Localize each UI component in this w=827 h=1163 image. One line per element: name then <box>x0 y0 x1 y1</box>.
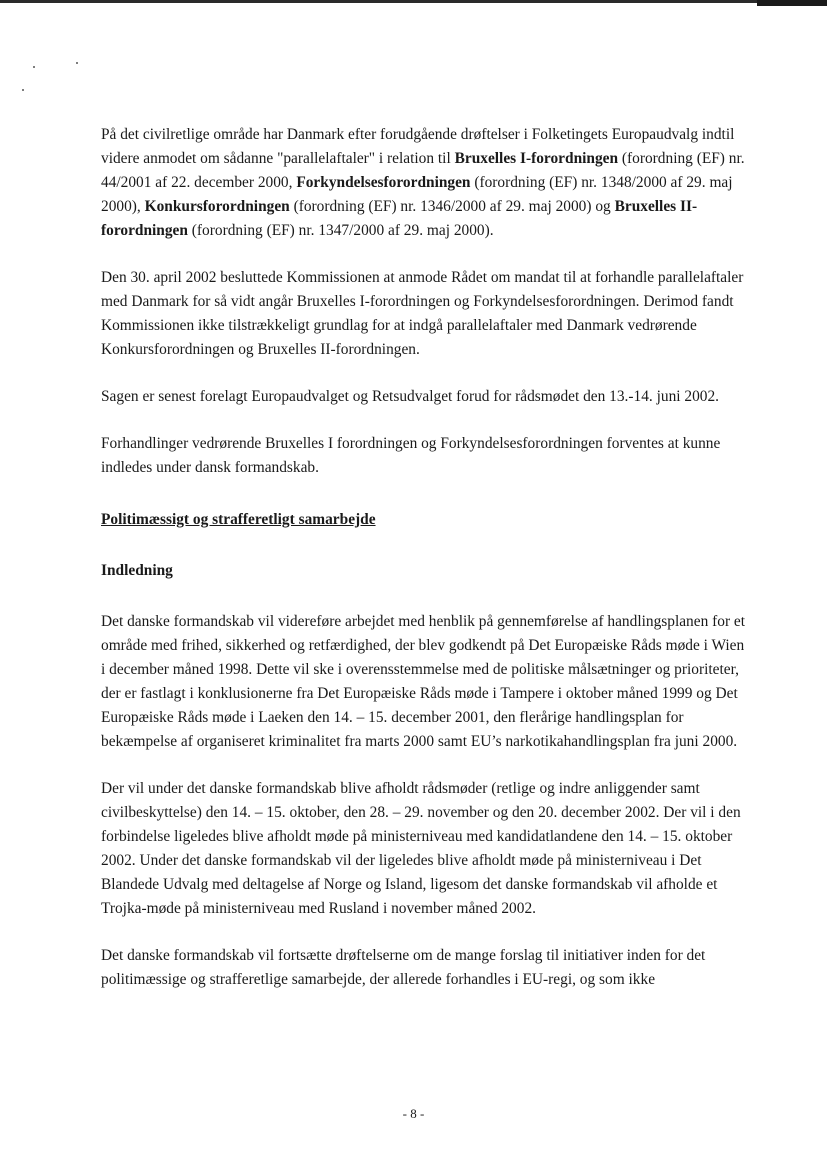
text-run: (forordning (EF) nr. 1348/2000 af 29. maj 2000), <box>101 174 733 215</box>
text-run: (forordning (EF) nr. 1347/2000 af 29. maj 2000). <box>187 222 494 239</box>
text-run: (forordning (EF) nr. 1346/2000 af 29. maj 2000) og <box>289 198 615 215</box>
bold-term: Forkyndelsesforordningen <box>296 174 471 191</box>
paragraph-parallel-agreements <box>101 123 749 243</box>
top-border-line <box>0 0 827 3</box>
paragraph-council-meetings: Der vil under det danske formandskab blive afholdt rådsmøder (retlige og indre anliggender samt civilbeskyttelse) den 14. – 15. oktober, den 28. – 29. november og den 20. december 2002. Der vil i den forbindelse ligeledes blive afholdt møde på ministerniveau med kandidatlandene den 14. – 15. oktober 2002. Under det danske formandskab vil der ligeledes blive afholdt møde på ministerniveau i Det Blandede Udvalg med deltagelse af Norge og Island, ligesom det danske formandskab vil afholde et Trojka-møde på ministerniveau med Rusland i november måned 2002. <box>101 780 741 917</box>
scan-artifact <box>76 62 78 64</box>
paragraph-commission-decision: Den 30. april 2002 besluttede Kommissionen at anmode Rådet om mandat til at forhandle parallelaftaler med Danmark for så vidt angår Bruxelles I-forordningen og Forkyndelsesforordningen. Derimod fandt Kommissionen ikke tilstrækkeligt grundlag for at indgå parallelaftaler med Danmark vedrørende Konkursforordningen og Bruxelles II-forordningen. <box>101 269 744 358</box>
section-heading: Politimæssigt og strafferetligt samarbejde <box>101 511 376 528</box>
document-body <box>101 123 749 1015</box>
paragraph-continued-discussions: Det danske formandskab vil fortsætte drøftelserne om de mange forslag til initiativer inden for det politimæssige og strafferetlige samarbejde, der allerede forhandles i EU-regi, og som ikke <box>101 947 706 988</box>
text-run: (forordning (EF) nr. 44/2001 af 22. december 2000, <box>101 150 745 191</box>
bold-term: Bruxelles I-forordningen <box>454 150 619 167</box>
text-run: På det civilretlige område har Danmark efter forudgående drøftelser i Folketingets Europaudvalg indtil videre anmodet om sådanne "parallelaftaler" i relation til <box>101 126 735 167</box>
subsection-heading: Indledning <box>101 562 173 579</box>
scan-artifact <box>22 89 24 91</box>
page-number: - 8 - <box>402 1106 425 1121</box>
scan-artifact <box>33 66 35 68</box>
bold-term: Konkursforordningen <box>144 198 290 215</box>
paragraph-negotiations: Forhandlinger vedrørende Bruxelles I forordningen og Forkyndelsesforordningen forventes at kunne indledes under dansk formandskab. <box>101 435 721 476</box>
paragraph-committee-status: Sagen er senest forelagt Europaudvalget og Retsudvalget forud for rådsmødet den 13.-14. juni 2002. <box>101 388 720 405</box>
top-border-line-end <box>757 0 827 6</box>
paragraph-action-plan: Det danske formandskab vil videreføre arbejdet med henblik på gennemførelse af handlingsplanen for et område med frihed, sikkerhed og retfærdighed, der blev godkendt på Det Europæiske Råds møde i Wien i december måned 1998. Dette vil ske i overensstemmelse med de politiske målsætninger og prioriteter, der er fastlagt i konklusionerne fra Det Europæiske Råds møde i Tampere i oktober måned 1999 og Det Europæiske Råds møde i Laeken den 14. – 15. december 2001, den flerårige handlingsplan for bekæmpelse af organiseret kriminalitet fra marts 2000 samt EU’s narkotikahandlingsplan fra juni 2000. <box>101 613 746 750</box>
bold-term: Bruxelles II-forordningen <box>101 198 698 239</box>
